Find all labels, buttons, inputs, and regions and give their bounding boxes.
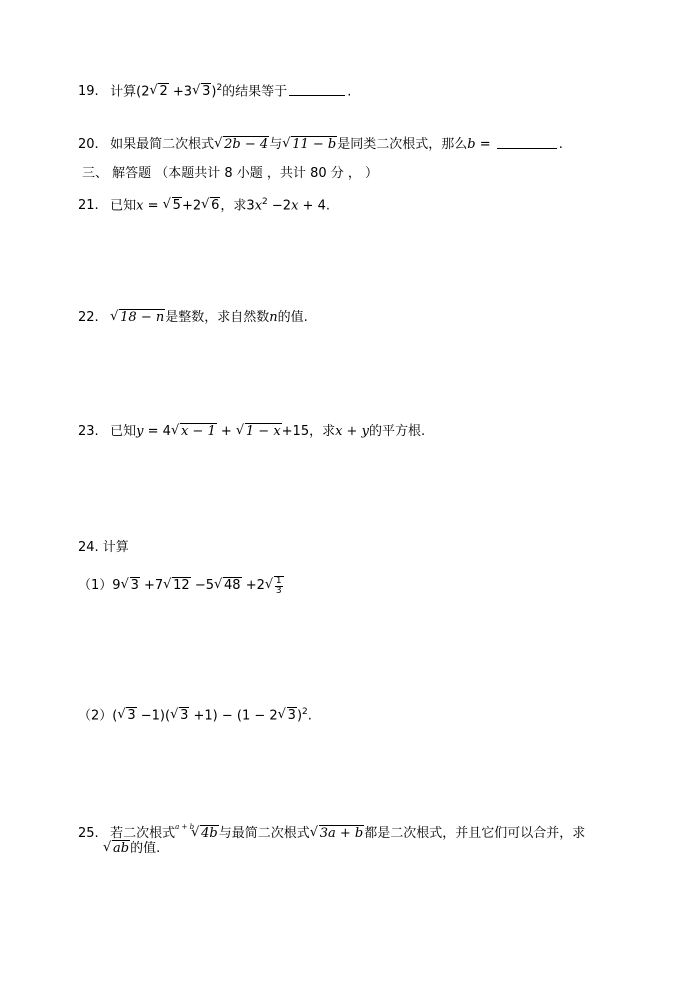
sqrt: √ 5 (163, 196, 182, 216)
fraction: √ $\frac{1}{3}$ (275, 575, 282, 596)
part-label: （2） (78, 708, 113, 724)
sqrt: √ 18 − n (110, 308, 165, 328)
sqrt: √ 3 (117, 706, 136, 726)
sqrt: √ 3 (192, 82, 211, 102)
sqrt: √ x − 1 (171, 422, 217, 442)
sqrt: √ 3 (121, 572, 140, 600)
sqrt: √ 3 (278, 706, 297, 726)
question-24-part-1: （1）9√ 3 +7√ 12 −5√ 48 +2 √ $\frac{1}{3}$ (78, 572, 284, 600)
sqrt: √ 12 (163, 572, 191, 600)
question-22: 22. √ 18 − n是整数，求自然数n的值. (78, 308, 308, 328)
sqrt: √ 11 − b (282, 135, 337, 155)
question-24-part-2: （2）(√ 3 −1)(√ 3 +1) − (1 − 2√ 3)$^2$. (78, 702, 312, 726)
question-number: 22. (78, 310, 99, 325)
sqrt-fraction (265, 572, 284, 600)
sqrt: √ 1 − x (236, 422, 282, 442)
question-number: 20. (78, 137, 99, 152)
part-label: （1） (78, 578, 113, 593)
root-index: a + b (175, 823, 195, 831)
question-number: 23. (78, 424, 99, 439)
question-number: 19. (78, 84, 99, 100)
question-21: 21. 已知x = √ 5+2√ 6，求$3x^2 -2x + 4$. (78, 192, 330, 216)
question-19: 19. 计算(2√ 2 +3√ 3)$^2$的结果等于 . (78, 78, 351, 102)
sqrt: √ 6 (201, 196, 220, 216)
sqrt: √ 3a + b (310, 824, 365, 844)
question-20: 20. 如果最简二次根式√ 2b − 4与√ 11 − b是同类二次根式，那么b = . (78, 135, 563, 155)
sqrt: √ 3 (170, 706, 189, 726)
sqrt: √ 4b (191, 824, 219, 844)
sqrt: √ 2b − 4 (214, 135, 269, 155)
sqrt: √ 2 (149, 82, 168, 102)
answer-blank (497, 136, 557, 149)
question-number: 25. (78, 826, 99, 841)
sqrt: √ 48 (214, 572, 242, 600)
answer-blank (289, 83, 345, 96)
question-23: 23. 已知y = 4√ x − 1 + √ 1 − x+15，求x + y的平方根. (78, 422, 425, 442)
section-header: 三、 解答题 （本题共计 8 小题 ，共计 80 分 ， ） (82, 166, 379, 181)
question-25-continued: √ ab的值. (103, 839, 160, 859)
question-number: 21. (78, 198, 99, 214)
question-25: 25. 若二次根式$^{a + b}$√ 4b与最简二次根式√ 3a + b都是二次根式，并且它们可以合并，求 (78, 817, 585, 844)
sqrt: √ ab (103, 839, 130, 859)
question-24-title: 24. 计算 (78, 540, 129, 555)
